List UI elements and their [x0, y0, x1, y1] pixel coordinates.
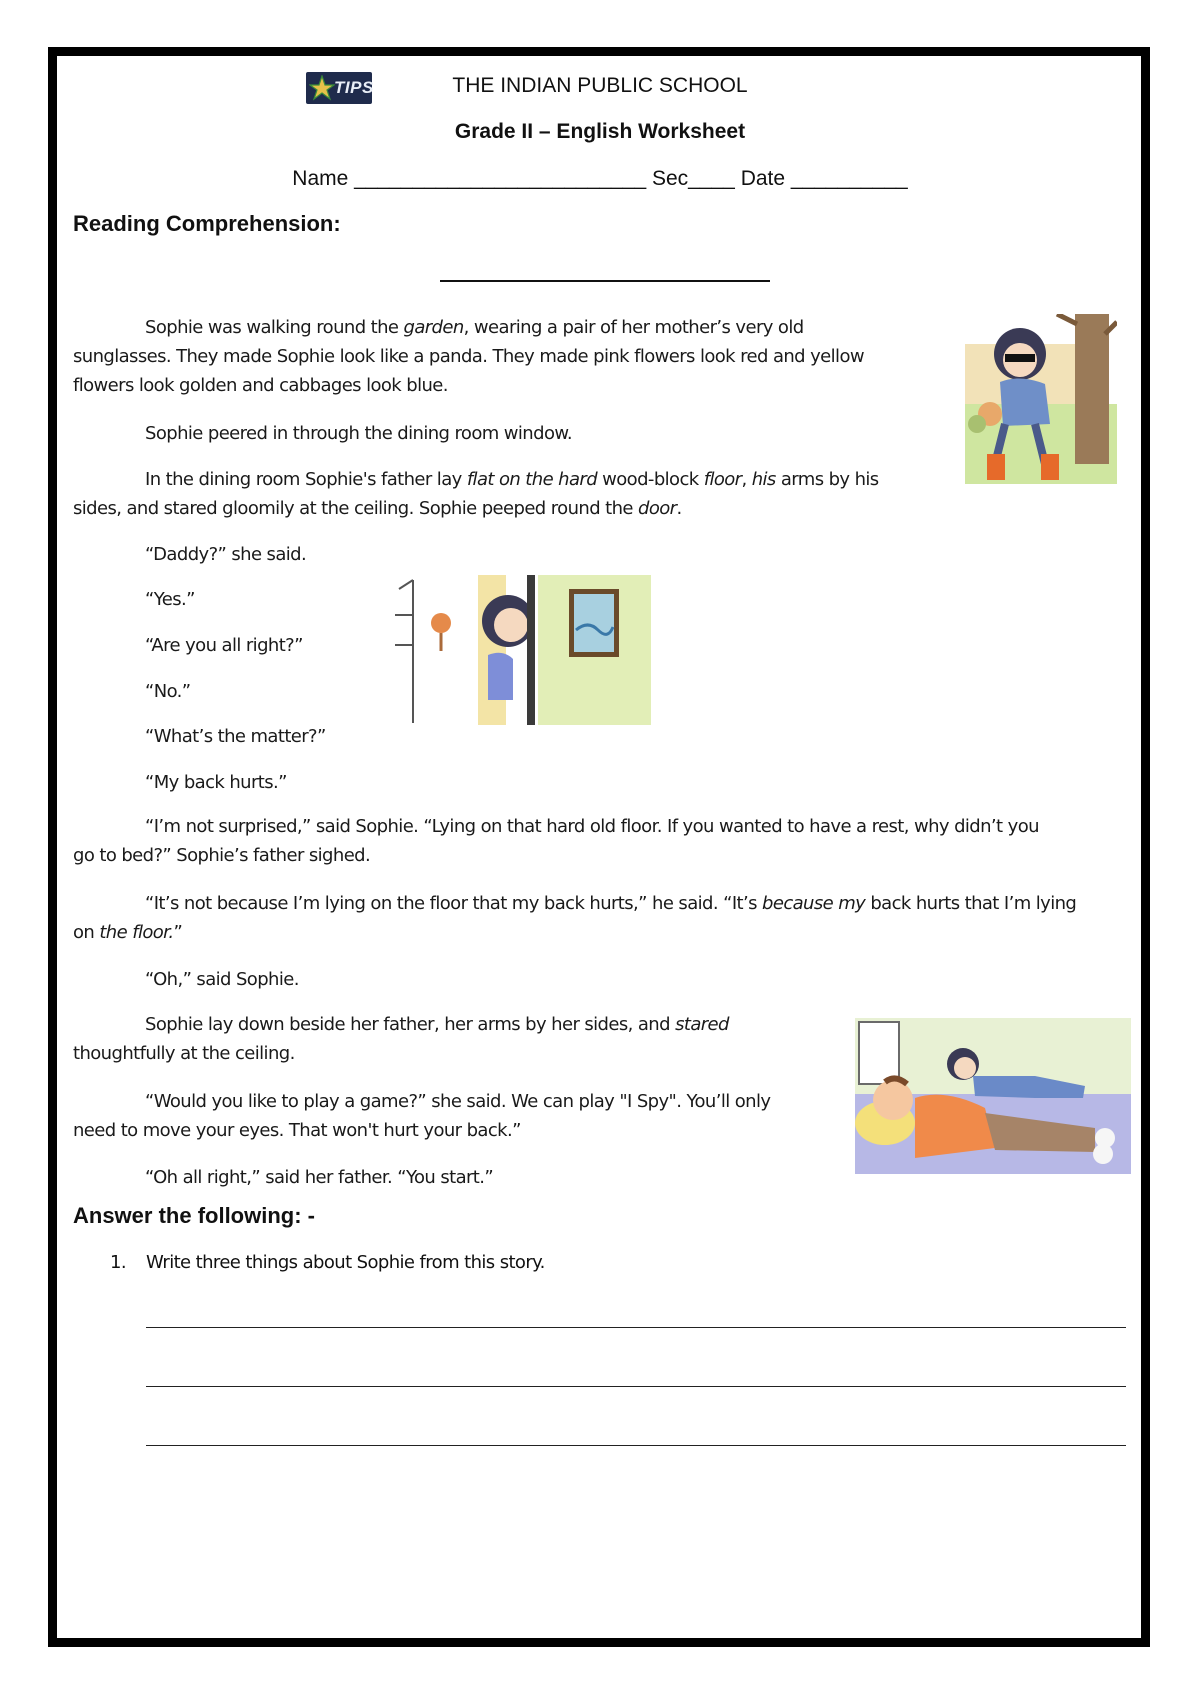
- dialogue-line: “No.”: [145, 681, 191, 702]
- story-paragraph-3: In the dining room Sophie's father lay flat on the hard wood-block floor, his arms by his sides, and stared gloomily at the ceiling. Sophie peeped round the door.: [73, 469, 879, 519]
- story-paragraph-2: Sophie peered in through the dining room window.: [145, 423, 572, 444]
- dialogue-line: “Daddy?” she said.: [145, 544, 307, 565]
- story-paragraph-5: “It’s not because I’m lying on the floor that my back hurts,” he said. “It’s because my back hurts that I’m lying on the floor.”: [73, 893, 1077, 943]
- question-text: Write three things about Sophie from this story.: [146, 1252, 545, 1273]
- dialogue-line: “Are you all right?”: [145, 635, 303, 656]
- answer-line[interactable]: [146, 1327, 1126, 1328]
- answer-line[interactable]: [146, 1386, 1126, 1387]
- dialogue-line: “Yes.”: [145, 589, 195, 610]
- answer-line[interactable]: [146, 1445, 1126, 1446]
- reading-comprehension-heading: Reading Comprehension:: [73, 211, 341, 236]
- question-1: [110, 1252, 545, 1273]
- logo-text: TIPS: [334, 78, 374, 97]
- story-paragraph-9: “Oh all right,” said her father. “You start.”: [145, 1167, 494, 1188]
- title-blank-line: [440, 280, 770, 282]
- story-paragraph-6: “Oh,” said Sophie.: [145, 969, 299, 990]
- dialogue-line: “My back hurts.”: [145, 772, 287, 793]
- story-paragraph-1: Sophie was walking round the garden, wearing a pair of her mother’s very old sunglasses. They made Sophie look like a panda. They made pink flowers look red and yellow flowers look golden and cabbages look blue.: [73, 317, 864, 396]
- school-name: THE INDIAN PUBLIC SCHOOL: [452, 74, 748, 97]
- answer-heading: Answer the following: -: [73, 1203, 315, 1228]
- sophie-and-father-lying-illustration: [855, 1018, 1131, 1174]
- worksheet-title: Grade II – English Worksheet: [454, 120, 746, 143]
- name-section-date-line: Name _________________________ Sec____ Date __________: [292, 167, 908, 190]
- sophie-peeping-illustration: [393, 575, 651, 725]
- story-paragraph-8: “Would you like to play a game?” she said. We can play "I Spy". You’ll only need to move your eyes. That won't hurt your back.”: [73, 1091, 771, 1141]
- story-paragraph-7: Sophie lay down beside her father, her arms by her sides, and stared thoughtfully at the ceiling.: [73, 1014, 729, 1064]
- dialogue-line: “What’s the matter?”: [145, 726, 326, 747]
- question-number: 1.: [110, 1252, 126, 1273]
- story-paragraph-4: “I’m not surprised,” said Sophie. “Lying on that hard old floor. If you wanted to have a rest, why didn’t you go to bed?” Sophie’s father sighed.: [73, 816, 1039, 866]
- sophie-garden-illustration: [965, 314, 1117, 484]
